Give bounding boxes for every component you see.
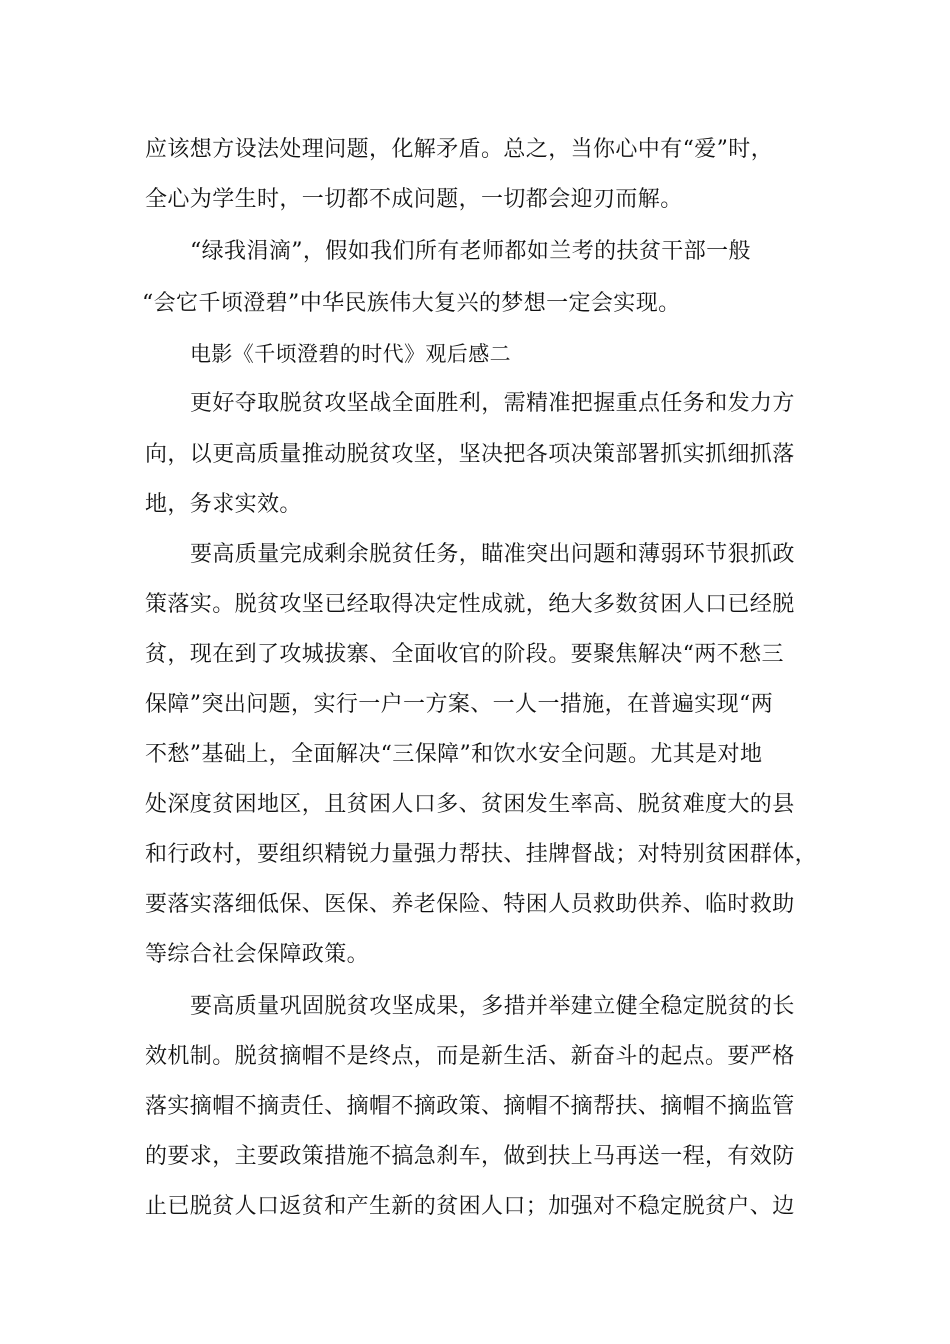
text-line: 保障”突出问题，实行一户一方案、一人一措施，在普遍实现“两	[145, 692, 774, 717]
text-line: 不愁”基础上，全面解决“三保障”和饮水安全问题。尤其是对地	[145, 742, 763, 767]
text-line: 和行政村，要组织精锐力量强力帮扶、挂牌督战；对特别贫困群体，	[145, 842, 818, 867]
text-line: 地，务求实效。	[145, 492, 302, 517]
text-line: 更好夺取脱贫攻坚战全面胜利，需精准把握重点任务和发力方	[190, 391, 795, 416]
text-line: 应该想方设法处理问题，化解矛盾。总之，当你心中有“爱”时，	[145, 137, 774, 162]
text-line: 贫，现在到了攻城拔寨、全面收官的阶段。要聚焦解决“两不愁三	[145, 642, 784, 667]
text-line: “绿我涓滴”，假如我们所有老师都如兰考的扶贫干部一般	[190, 239, 751, 264]
text-line: 效机制。脱贫摘帽不是终点，而是新生活、新奋斗的起点。要严格	[145, 1044, 795, 1069]
text-line: 策落实。脱贫攻坚已经取得决定性成就，绝大多数贫困人口已经脱	[145, 592, 795, 617]
section-heading: 电影《千顷澄碧的时代》观后感二	[190, 342, 511, 366]
text-line: 要高质量巩固脱贫攻坚成果，多措并举建立健全稳定脱贫的长	[190, 994, 795, 1019]
text-line: 止已脱贫人口返贫和产生新的贫困人口；加强对不稳定脱贫户、边	[145, 1194, 795, 1219]
text-line: 等综合社会保障政策。	[145, 942, 370, 967]
text-line: 全心为学生时，一切都不成问题，一切都会迎刃而解。	[145, 187, 683, 212]
text-line: 要高质量完成剩余脱贫任务，瞄准突出问题和薄弱环节狠抓政	[190, 542, 795, 567]
text-line: 要落实落细低保、医保、养老保险、特困人员救助供养、临时救助	[145, 892, 795, 917]
text-line: 处深度贫困地区，且贫困人口多、贫困发生率高、脱贫难度大的县	[145, 792, 795, 817]
text-line: “会它千顷澄碧”中华民族伟大复兴的梦想一定会实现。	[142, 291, 681, 316]
text-line: 落实摘帽不摘责任、摘帽不摘政策、摘帽不摘帮扶、摘帽不摘监管	[145, 1094, 795, 1119]
text-line: 的要求，主要政策措施不搞急刹车，做到扶上马再送一程，有效防	[145, 1144, 795, 1169]
text-line: 向，以更高质量推动脱贫攻坚，坚决把各项决策部署抓实抓细抓落	[145, 442, 795, 467]
